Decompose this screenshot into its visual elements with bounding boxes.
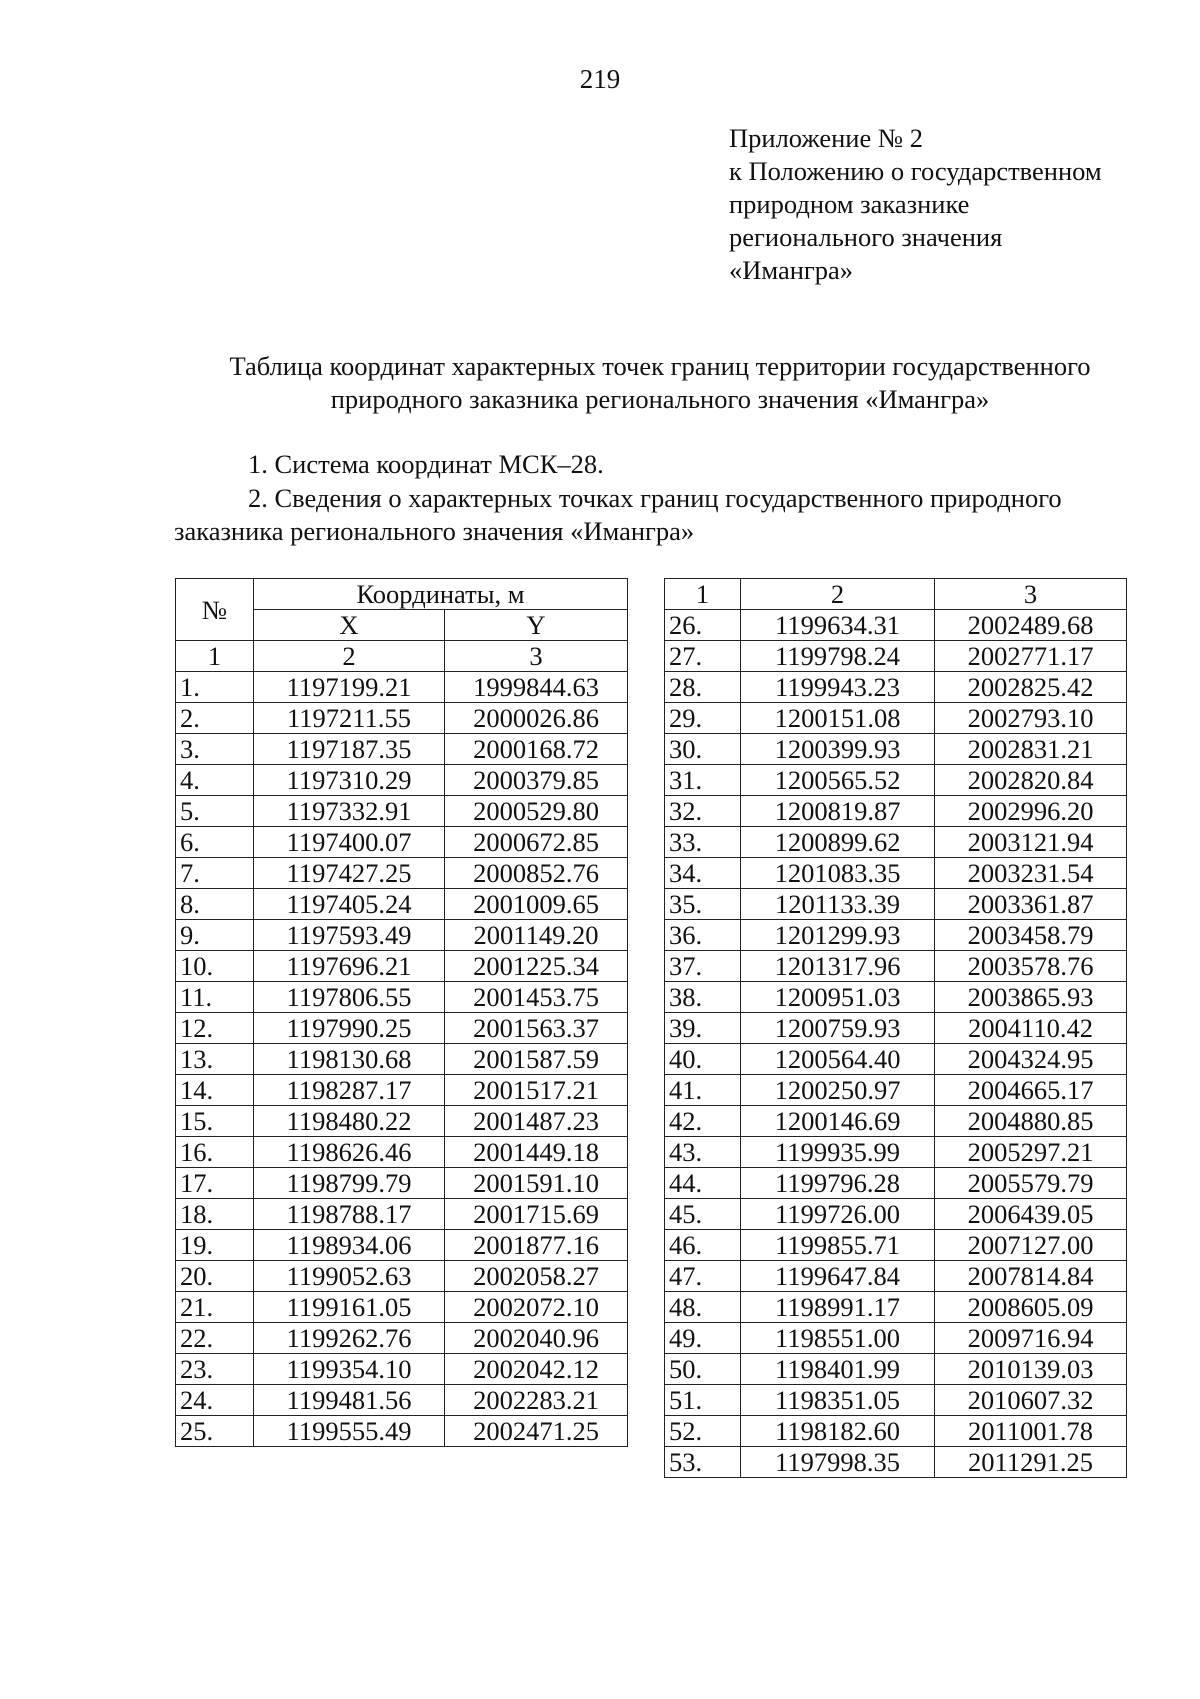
point-number-cell: 26.	[665, 610, 741, 641]
point-number-cell: 19.	[176, 1230, 254, 1261]
y-coordinate-cell: 2002825.42	[935, 672, 1127, 703]
point-number-cell: 24.	[176, 1385, 254, 1416]
y-coordinate-cell: 2002771.17	[935, 641, 1127, 672]
x-coordinate-cell: 1200151.08	[741, 703, 935, 734]
point-number-cell: 34.	[665, 858, 741, 889]
page-number: 219	[579, 64, 621, 94]
table-row	[665, 858, 1127, 889]
appendix-line: природном заказнике	[729, 189, 970, 219]
paragraph-boundary-info: 2. Сведения о характерных точках границ государственного природного	[248, 483, 1062, 513]
y-coordinate-cell: 2000026.86	[445, 703, 628, 734]
coordinates-table-left	[175, 578, 628, 1447]
table-row	[665, 1168, 1127, 1199]
y-coordinate-cell: 2003578.76	[935, 951, 1127, 982]
point-number-cell: 40.	[665, 1044, 741, 1075]
x-coordinate-cell: 1197211.55	[254, 703, 445, 734]
x-coordinate-cell: 1198351.05	[741, 1385, 935, 1416]
x-coordinate-cell: 1200399.93	[741, 734, 935, 765]
point-number-cell: 3.	[176, 734, 254, 765]
point-number-cell: 27.	[665, 641, 741, 672]
y-coordinate-cell: 2004110.42	[935, 1013, 1127, 1044]
y-coordinate-cell: 2001877.16	[445, 1230, 628, 1261]
point-number-cell: 4.	[176, 765, 254, 796]
y-coordinate-cell: 2002283.21	[445, 1385, 628, 1416]
y-coordinate-cell: 2004324.95	[935, 1044, 1127, 1075]
x-coordinate-cell: 1199855.71	[741, 1230, 935, 1261]
header-num: №	[176, 579, 254, 641]
point-number-cell: 47.	[665, 1261, 741, 1292]
header-y: Y	[445, 610, 628, 641]
appendix-line: «Имангра»	[729, 255, 854, 285]
y-coordinate-cell: 2011291.25	[935, 1447, 1127, 1478]
table-row	[176, 1106, 628, 1137]
table-row	[176, 1416, 628, 1447]
point-number-cell: 37.	[665, 951, 741, 982]
point-number-cell: 13.	[176, 1044, 254, 1075]
table-row	[176, 1261, 628, 1292]
point-number-cell: 9.	[176, 920, 254, 951]
table-row	[665, 1323, 1127, 1354]
x-coordinate-cell: 1201083.35	[741, 858, 935, 889]
point-number-cell: 43.	[665, 1137, 741, 1168]
table-row	[176, 982, 628, 1013]
table-row	[665, 1044, 1127, 1075]
x-coordinate-cell: 1199052.63	[254, 1261, 445, 1292]
col-number: 1	[176, 641, 254, 672]
point-number-cell: 29.	[665, 703, 741, 734]
point-number-cell: 18.	[176, 1199, 254, 1230]
y-coordinate-cell: 2002058.27	[445, 1261, 628, 1292]
point-number-cell: 5.	[176, 796, 254, 827]
table-row	[176, 827, 628, 858]
y-coordinate-cell: 2001149.20	[445, 920, 628, 951]
y-coordinate-cell: 2005579.79	[935, 1168, 1127, 1199]
point-number-cell: 12.	[176, 1013, 254, 1044]
y-coordinate-cell: 2003121.94	[935, 827, 1127, 858]
x-coordinate-cell: 1197998.35	[741, 1447, 935, 1478]
x-coordinate-cell: 1198991.17	[741, 1292, 935, 1323]
x-coordinate-cell: 1198551.00	[741, 1323, 935, 1354]
table-header-row	[176, 579, 628, 610]
column-numbers-row	[665, 579, 1127, 610]
table-row	[176, 889, 628, 920]
y-coordinate-cell: 2001563.37	[445, 1013, 628, 1044]
col-number: 2	[741, 579, 935, 610]
x-coordinate-cell: 1197593.49	[254, 920, 445, 951]
point-number-cell: 17.	[176, 1168, 254, 1199]
appendix-line: Приложение № 2	[729, 123, 924, 153]
table-row	[176, 920, 628, 951]
y-coordinate-cell: 2000852.76	[445, 858, 628, 889]
x-coordinate-cell: 1200819.87	[741, 796, 935, 827]
point-number-cell: 31.	[665, 765, 741, 796]
table-row	[665, 1385, 1127, 1416]
x-coordinate-cell: 1199726.00	[741, 1199, 935, 1230]
table-row	[665, 1261, 1127, 1292]
paragraph-boundary-info-cont: заказника регионального значения «Имангра»	[174, 516, 695, 546]
table-row	[176, 1137, 628, 1168]
table-row	[665, 827, 1127, 858]
x-coordinate-cell: 1197310.29	[254, 765, 445, 796]
col-number: 2	[254, 641, 445, 672]
table-row	[665, 1416, 1127, 1447]
x-coordinate-cell: 1197400.07	[254, 827, 445, 858]
point-number-cell: 15.	[176, 1106, 254, 1137]
point-number-cell: 28.	[665, 672, 741, 703]
table-row	[176, 1323, 628, 1354]
y-coordinate-cell: 2009716.94	[935, 1323, 1127, 1354]
x-coordinate-cell: 1200250.97	[741, 1075, 935, 1106]
y-coordinate-cell: 2002042.12	[445, 1354, 628, 1385]
x-coordinate-cell: 1200564.40	[741, 1044, 935, 1075]
y-coordinate-cell: 2002489.68	[935, 610, 1127, 641]
y-coordinate-cell: 2004665.17	[935, 1075, 1127, 1106]
x-coordinate-cell: 1200565.52	[741, 765, 935, 796]
x-coordinate-cell: 1199935.99	[741, 1137, 935, 1168]
point-number-cell: 22.	[176, 1323, 254, 1354]
y-coordinate-cell: 2001225.34	[445, 951, 628, 982]
x-coordinate-cell: 1199555.49	[254, 1416, 445, 1447]
table-row	[665, 672, 1127, 703]
table-row	[665, 765, 1127, 796]
table-row	[665, 610, 1127, 641]
appendix-line: к Положению о государственном	[729, 156, 1102, 186]
table-row	[665, 1447, 1127, 1478]
point-number-cell: 39.	[665, 1013, 741, 1044]
table-row	[665, 1106, 1127, 1137]
y-coordinate-cell: 2003231.54	[935, 858, 1127, 889]
y-coordinate-cell: 2001517.21	[445, 1075, 628, 1106]
y-coordinate-cell: 2002040.96	[445, 1323, 628, 1354]
point-number-cell: 33.	[665, 827, 741, 858]
y-coordinate-cell: 2002793.10	[935, 703, 1127, 734]
y-coordinate-cell: 2010139.03	[935, 1354, 1127, 1385]
appendix-block	[729, 122, 1169, 287]
point-number-cell: 2.	[176, 703, 254, 734]
y-coordinate-cell: 2001009.65	[445, 889, 628, 920]
y-coordinate-cell: 2003865.93	[935, 982, 1127, 1013]
x-coordinate-cell: 1201133.39	[741, 889, 935, 920]
table-row	[665, 1137, 1127, 1168]
table-row	[665, 1292, 1127, 1323]
table-row	[176, 1385, 628, 1416]
table-row	[176, 765, 628, 796]
table-row	[176, 796, 628, 827]
y-coordinate-cell: 2001715.69	[445, 1199, 628, 1230]
appendix-line: регионального значения	[729, 222, 1003, 252]
x-coordinate-cell: 1197187.35	[254, 734, 445, 765]
y-coordinate-cell: 2007814.84	[935, 1261, 1127, 1292]
y-coordinate-cell: 2001591.10	[445, 1168, 628, 1199]
table-row	[665, 641, 1127, 672]
x-coordinate-cell: 1198130.68	[254, 1044, 445, 1075]
x-coordinate-cell: 1198287.17	[254, 1075, 445, 1106]
x-coordinate-cell: 1198788.17	[254, 1199, 445, 1230]
table-row	[665, 1013, 1127, 1044]
y-coordinate-cell: 2000529.80	[445, 796, 628, 827]
point-number-cell: 38.	[665, 982, 741, 1013]
table-row	[176, 951, 628, 982]
col-number: 3	[445, 641, 628, 672]
x-coordinate-cell: 1199354.10	[254, 1354, 445, 1385]
point-number-cell: 20.	[176, 1261, 254, 1292]
point-number-cell: 25.	[176, 1416, 254, 1447]
y-coordinate-cell: 2001487.23	[445, 1106, 628, 1137]
table-row	[665, 889, 1127, 920]
y-coordinate-cell: 2010607.32	[935, 1385, 1127, 1416]
y-coordinate-cell: 2001587.59	[445, 1044, 628, 1075]
table-title-line: природного заказника регионального значения «Имангра»	[330, 384, 990, 414]
point-number-cell: 41.	[665, 1075, 741, 1106]
y-coordinate-cell: 2001449.18	[445, 1137, 628, 1168]
point-number-cell: 50.	[665, 1354, 741, 1385]
table-title	[150, 350, 1170, 416]
table-row	[665, 1354, 1127, 1385]
x-coordinate-cell: 1198934.06	[254, 1230, 445, 1261]
point-number-cell: 7.	[176, 858, 254, 889]
col-number: 1	[665, 579, 741, 610]
x-coordinate-cell: 1197405.24	[254, 889, 445, 920]
x-coordinate-cell: 1199798.24	[741, 641, 935, 672]
point-number-cell: 36.	[665, 920, 741, 951]
x-coordinate-cell: 1200146.69	[741, 1106, 935, 1137]
point-number-cell: 48.	[665, 1292, 741, 1323]
point-number-cell: 8.	[176, 889, 254, 920]
y-coordinate-cell: 2003458.79	[935, 920, 1127, 951]
table-row	[176, 672, 628, 703]
point-number-cell: 49.	[665, 1323, 741, 1354]
table-row	[176, 1230, 628, 1261]
point-number-cell: 16.	[176, 1137, 254, 1168]
x-coordinate-cell: 1200759.93	[741, 1013, 935, 1044]
y-coordinate-cell: 2003361.87	[935, 889, 1127, 920]
y-coordinate-cell: 2000379.85	[445, 765, 628, 796]
y-coordinate-cell: 2002831.21	[935, 734, 1127, 765]
y-coordinate-cell: 2000672.85	[445, 827, 628, 858]
point-number-cell: 14.	[176, 1075, 254, 1106]
y-coordinate-cell: 2002471.25	[445, 1416, 628, 1447]
y-coordinate-cell: 2005297.21	[935, 1137, 1127, 1168]
x-coordinate-cell: 1201299.93	[741, 920, 935, 951]
table-row	[176, 858, 628, 889]
column-numbers-row	[176, 641, 628, 672]
point-number-cell: 1.	[176, 672, 254, 703]
y-coordinate-cell: 1999844.63	[445, 672, 628, 703]
table-row	[176, 1168, 628, 1199]
y-coordinate-cell: 2004880.85	[935, 1106, 1127, 1137]
x-coordinate-cell: 1199943.23	[741, 672, 935, 703]
x-coordinate-cell: 1197332.91	[254, 796, 445, 827]
col-number: 3	[935, 579, 1127, 610]
point-number-cell: 52.	[665, 1416, 741, 1447]
point-number-cell: 46.	[665, 1230, 741, 1261]
x-coordinate-cell: 1200899.62	[741, 827, 935, 858]
x-coordinate-cell: 1197696.21	[254, 951, 445, 982]
point-number-cell: 32.	[665, 796, 741, 827]
x-coordinate-cell: 1197199.21	[254, 672, 445, 703]
x-coordinate-cell: 1199161.05	[254, 1292, 445, 1323]
header-x: X	[254, 610, 445, 641]
x-coordinate-cell: 1199262.76	[254, 1323, 445, 1354]
table-row	[176, 1354, 628, 1385]
table-row	[665, 951, 1127, 982]
point-number-cell: 53.	[665, 1447, 741, 1478]
table-row	[176, 1044, 628, 1075]
point-number-cell: 6.	[176, 827, 254, 858]
table-row	[665, 1199, 1127, 1230]
x-coordinate-cell: 1198480.22	[254, 1106, 445, 1137]
table-row	[176, 1199, 628, 1230]
table-row	[665, 1075, 1127, 1106]
y-coordinate-cell: 2000168.72	[445, 734, 628, 765]
x-coordinate-cell: 1199796.28	[741, 1168, 935, 1199]
table-row	[665, 734, 1127, 765]
x-coordinate-cell: 1198182.60	[741, 1416, 935, 1447]
table-row	[176, 1075, 628, 1106]
x-coordinate-cell: 1199634.31	[741, 610, 935, 641]
y-coordinate-cell: 2007127.00	[935, 1230, 1127, 1261]
table-row	[665, 982, 1127, 1013]
point-number-cell: 51.	[665, 1385, 741, 1416]
x-coordinate-cell: 1197990.25	[254, 1013, 445, 1044]
x-coordinate-cell: 1200951.03	[741, 982, 935, 1013]
point-number-cell: 45.	[665, 1199, 741, 1230]
table-title-line: Таблица координат характерных точек границ территории государственного	[229, 351, 1091, 381]
point-number-cell: 35.	[665, 889, 741, 920]
table-row	[176, 703, 628, 734]
y-coordinate-cell: 2001453.75	[445, 982, 628, 1013]
y-coordinate-cell: 2006439.05	[935, 1199, 1127, 1230]
table-row	[176, 734, 628, 765]
point-number-cell: 30.	[665, 734, 741, 765]
table-row	[665, 703, 1127, 734]
point-number-cell: 42.	[665, 1106, 741, 1137]
point-number-cell: 44.	[665, 1168, 741, 1199]
x-coordinate-cell: 1197806.55	[254, 982, 445, 1013]
y-coordinate-cell: 2008605.09	[935, 1292, 1127, 1323]
table-row	[665, 796, 1127, 827]
x-coordinate-cell: 1199481.56	[254, 1385, 445, 1416]
x-coordinate-cell: 1198799.79	[254, 1168, 445, 1199]
point-number-cell: 21.	[176, 1292, 254, 1323]
y-coordinate-cell: 2002996.20	[935, 796, 1127, 827]
x-coordinate-cell: 1199647.84	[741, 1261, 935, 1292]
table-row	[176, 1013, 628, 1044]
table-row	[665, 920, 1127, 951]
point-number-cell: 23.	[176, 1354, 254, 1385]
x-coordinate-cell: 1198401.99	[741, 1354, 935, 1385]
x-coordinate-cell: 1201317.96	[741, 951, 935, 982]
point-number-cell: 11.	[176, 982, 254, 1013]
x-coordinate-cell: 1198626.46	[254, 1137, 445, 1168]
paragraph-coordinate-system: 1. Система координат МСК–28.	[248, 449, 604, 479]
header-coords: Координаты, м	[254, 579, 628, 610]
table-row	[665, 1230, 1127, 1261]
y-coordinate-cell: 2002820.84	[935, 765, 1127, 796]
table-row	[176, 1292, 628, 1323]
point-number-cell: 10.	[176, 951, 254, 982]
y-coordinate-cell: 2002072.10	[445, 1292, 628, 1323]
coordinates-table-right	[664, 578, 1127, 1478]
y-coordinate-cell: 2011001.78	[935, 1416, 1127, 1447]
x-coordinate-cell: 1197427.25	[254, 858, 445, 889]
